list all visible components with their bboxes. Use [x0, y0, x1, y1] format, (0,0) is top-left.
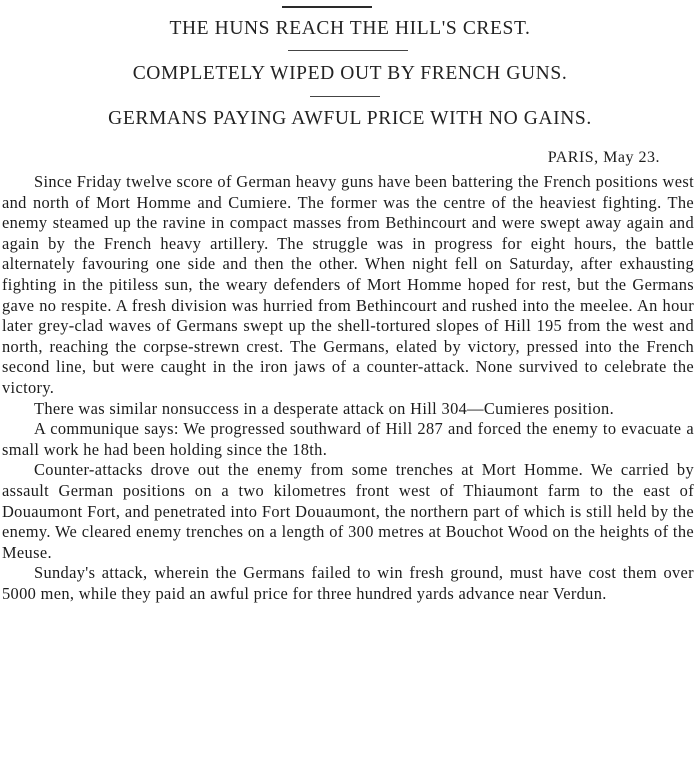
- headline-secondary: COMPLETELY WIPED OUT BY FRENCH GUNS.: [132, 63, 568, 84]
- paragraph: Counter-attacks drove out the enemy from some trenches at Mort Homme. We carried by assault German positions on a two kilometres front west of Thiaumont farm to the east of Douaumont Fort, and penetrated into Fort Douaumont, the northern part of which is still held by the enemy. We cleared enemy trenches on a length of 300 metres at Bouchot Wood on the heights of the Meuse.: [2, 460, 694, 562]
- paragraph: There was similar nonsuccess in a desperate attack on Hill 304—Cumieres position.: [34, 398, 615, 418]
- top-rule: [282, 6, 372, 8]
- paragraph: Since Friday twelve score of German heavy guns have been battering the French positions west and north of Mort Homme and Cumiere. The former was the centre of the heaviest fighting. The enemy steamed up the ravine in compact masses from Bethincourt and were swept away again and again by the French heavy artillery. The struggle was in progress for eight hours, the battle alternately favouring one side and then the other. When night fell on Saturday, after exhausting fighting in the pitiless sun, the weary defenders of Mort Homme hoped for rest, but the Germans gave no respite. A fresh division was hurried from Bethincourt and rushed into the meelee. An hour later grey-clad waves of Germans swept up the shell-tortured slopes of Hill 195 from the west and north, reaching the corpse-strewn crest. The Germans, elated by victory, pressed into the French second line, but were caught in the iron jaws of a counter-attack. None survived to celebrate the victory.: [2, 172, 694, 397]
- headline-divider: [310, 96, 380, 97]
- article-body: [2, 172, 694, 604]
- paragraph: Sunday's attack, wherein the Germans failed to win fresh ground, must have cost them over 5000 men, while they paid an awful price for three hundred yards advance near Verdun.: [2, 563, 694, 603]
- headline-divider: [288, 50, 408, 51]
- headline-primary: THE HUNS REACH THE HILL'S CREST.: [169, 18, 531, 39]
- dateline: PARIS, May 23.: [547, 149, 660, 166]
- paragraph: A communique says: We progressed southward of Hill 287 and forced the enemy to evacuate a small work he had been holding since the 18th.: [2, 419, 694, 459]
- headline-tertiary: GERMANS PAYING AWFUL PRICE WITH NO GAINS.: [108, 108, 592, 129]
